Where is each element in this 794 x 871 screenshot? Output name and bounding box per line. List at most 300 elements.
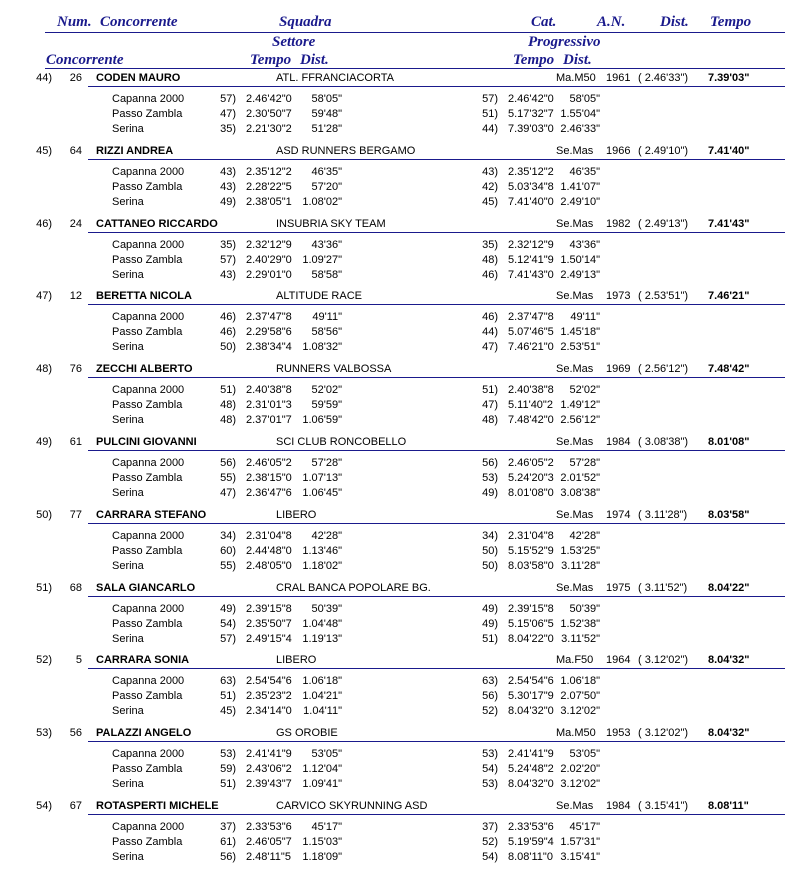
split-progressive-position: 48)	[482, 414, 498, 427]
split-progressive-position: 51)	[482, 384, 498, 397]
entry-gap: ( 3.12'02")	[638, 727, 689, 740]
split-sector-time: 2.39'15"8	[246, 602, 292, 615]
entry-bib-number: 68	[69, 581, 82, 594]
split-sector-time: 2.28'22"5	[246, 180, 292, 193]
split-progressive-gap: 50'39"	[569, 602, 600, 615]
split-progressive-gap: 1.41'07"	[560, 180, 600, 193]
split-progressive-gap: 1.50'14"	[560, 253, 600, 266]
split-label: Passo Zambla	[112, 108, 183, 120]
split-progressive-gap: 3.12'02"	[560, 778, 600, 791]
entry-divider	[88, 814, 785, 815]
split-progressive-gap: 2.53'51"	[560, 341, 600, 354]
entry-time: 7.48'42"	[708, 363, 750, 376]
split-progressive-time: 2.41'41"9	[508, 748, 554, 761]
entry-birth-year: 1984	[606, 800, 631, 812]
split-progressive-gap: 43'36"	[569, 238, 600, 251]
split-sector-gap: 1.12'04"	[302, 763, 342, 776]
result-entry	[0, 70, 794, 143]
split-sector-position: 46)	[220, 326, 236, 339]
split-sector-position: 61)	[220, 836, 236, 848]
split-progressive-time: 5.12'41"9	[508, 253, 554, 266]
split-progressive-time: 2.37'47"8	[508, 311, 554, 324]
entry-time: 7.41'43"	[708, 217, 750, 230]
split-sector-gap: 50'39"	[311, 602, 342, 615]
split-progressive-gap: 2.49'10"	[560, 195, 600, 208]
header-settore-dist: Dist.	[300, 52, 329, 68]
split-progressive-time: 7.46'21"0	[508, 341, 554, 354]
split-sector-time: 2.21'30"2	[246, 123, 292, 135]
split-progressive-position: 52)	[482, 836, 498, 848]
result-entry	[0, 725, 794, 798]
split-progressive-gap: 2.02'20"	[560, 763, 600, 776]
entry-bib-number: 61	[69, 436, 82, 448]
split-label: Serina	[112, 851, 144, 863]
header-progressivo-tempo: Tempo	[513, 52, 555, 68]
split-progressive-gap: 2.07'50"	[560, 690, 600, 703]
split-sector-position: 35)	[220, 238, 236, 251]
split-progressive-position: 51)	[482, 108, 498, 120]
split-progressive-time: 7.48'42"0	[508, 414, 554, 427]
entry-birth-year: 1953	[606, 727, 631, 740]
split-progressive-time: 5.03'34"8	[508, 180, 554, 193]
entry-name: PULCINI GIOVANNI	[96, 436, 197, 448]
split-sector-time: 2.30'50"7	[246, 108, 292, 120]
entry-category: Ma.M50	[556, 727, 596, 740]
split-progressive-position: 50)	[482, 559, 498, 572]
entry-category: Se.Mas	[556, 581, 594, 594]
split-sector-time: 2.31'04"8	[246, 529, 292, 542]
entry-birth-year: 1966	[606, 144, 631, 157]
split-progressive-time: 8.04'32"0	[508, 778, 554, 791]
split-sector-position: 56)	[220, 457, 236, 469]
split-progressive-time: 8.04'32"0	[508, 705, 554, 718]
split-progressive-time: 5.11'40"2	[508, 399, 553, 412]
split-sector-position: 51)	[220, 384, 236, 397]
split-progressive-time: 8.01'08"0	[508, 487, 554, 499]
entry-gap: ( 3.15'41")	[638, 800, 689, 812]
entry-position: 54)	[36, 800, 52, 812]
split-label: Passo Zambla	[112, 763, 183, 776]
entry-gap: ( 2.49'13")	[638, 217, 689, 230]
split-sector-time: 2.38'34"4	[246, 341, 292, 354]
split-progressive-position: 56)	[482, 690, 498, 703]
split-sector-gap: 58'58"	[311, 268, 342, 281]
entry-team: CRAL BANCA POPOLARE BG.	[276, 581, 431, 594]
entry-bib-number: 12	[69, 290, 82, 303]
split-sector-position: 43)	[220, 180, 236, 193]
split-sector-gap: 45'17"	[311, 821, 342, 833]
split-sector-gap: 1.13'46"	[302, 544, 342, 557]
split-progressive-time: 7.41'40"0	[508, 195, 554, 208]
entry-bib-number: 24	[69, 217, 82, 230]
entry-name: SALA GIANCARLO	[96, 581, 196, 594]
entry-birth-year: 1969	[606, 363, 631, 376]
entry-time: 8.04'22"	[708, 581, 750, 594]
split-label: Passo Zambla	[112, 690, 183, 703]
split-sector-time: 2.33'53"6	[246, 821, 292, 833]
split-progressive-time: 5.30'17"9	[508, 690, 554, 703]
header-concorrente-sub: Concorrente	[46, 52, 124, 68]
split-progressive-position: 54)	[482, 851, 498, 863]
split-label: Passo Zambla	[112, 180, 183, 193]
split-progressive-time: 5.15'52"9	[508, 544, 554, 557]
split-progressive-gap: 42'28"	[569, 529, 600, 542]
entry-team: LIBERO	[276, 508, 317, 521]
split-progressive-gap: 49'11"	[570, 311, 600, 324]
split-sector-gap: 49'11"	[312, 311, 342, 324]
entry-divider	[88, 159, 785, 160]
header-num: Num.	[57, 14, 92, 30]
entry-category: Ma.F50	[556, 654, 594, 667]
split-sector-time: 2.29'01"0	[246, 268, 292, 281]
split-progressive-time: 8.08'11"0	[508, 851, 553, 863]
split-label: Serina	[112, 341, 144, 354]
entry-position: 48)	[36, 363, 52, 376]
split-progressive-position: 46)	[482, 268, 498, 281]
split-sector-gap: 1.04'11"	[303, 705, 342, 718]
header-settore-tempo: Tempo	[250, 52, 292, 68]
split-progressive-position: 44)	[482, 326, 498, 339]
split-progressive-gap: 3.11'52"	[561, 632, 600, 645]
split-sector-time: 2.46'05"2	[246, 457, 292, 469]
split-progressive-gap: 1.06'18"	[560, 675, 600, 688]
split-progressive-gap: 3.15'41"	[560, 851, 600, 863]
entry-birth-year: 1974	[606, 508, 631, 521]
split-sector-gap: 58'05"	[311, 93, 342, 105]
split-sector-position: 57)	[220, 632, 236, 645]
split-label: Serina	[112, 705, 144, 718]
split-progressive-position: 37)	[482, 821, 498, 833]
split-sector-gap: 58'56"	[311, 326, 342, 339]
split-progressive-position: 44)	[482, 123, 498, 135]
split-progressive-gap: 3.11'28"	[561, 559, 600, 572]
entry-birth-year: 1973	[606, 290, 631, 303]
split-progressive-gap: 2.46'33"	[560, 123, 600, 135]
entry-category: Se.Mas	[556, 217, 594, 230]
split-progressive-time: 2.39'15"8	[508, 602, 554, 615]
split-sector-gap: 52'02"	[311, 384, 342, 397]
split-sector-position: 55)	[220, 559, 236, 572]
split-sector-time: 2.46'05"7	[246, 836, 292, 848]
split-label: Serina	[112, 559, 144, 572]
split-progressive-gap: 2.01'52"	[560, 472, 600, 484]
split-sector-time: 2.32'12"9	[246, 238, 292, 251]
split-progressive-time: 2.54'54"6	[508, 675, 554, 688]
result-entry	[0, 798, 794, 871]
split-progressive-position: 51)	[482, 632, 498, 645]
split-sector-position: 54)	[220, 617, 236, 630]
entry-position: 45)	[36, 144, 52, 157]
split-progressive-position: 52)	[482, 705, 498, 718]
split-progressive-position: 42)	[482, 180, 498, 193]
entry-team: GS OROBIE	[276, 727, 338, 740]
split-progressive-position: 53)	[482, 472, 498, 484]
entry-birth-year: 1984	[606, 436, 631, 448]
split-sector-position: 55)	[220, 472, 236, 484]
entry-gap: ( 3.11'52")	[638, 581, 688, 594]
split-progressive-position: 35)	[482, 238, 498, 251]
entry-bib-number: 77	[69, 508, 82, 521]
entry-position: 44)	[36, 72, 52, 84]
entry-team: CARVICO SKYRUNNING ASD	[276, 800, 428, 812]
entry-gap: ( 3.11'28")	[638, 508, 688, 521]
entry-gap: ( 2.49'10")	[638, 144, 689, 157]
split-progressive-position: 48)	[482, 253, 498, 266]
split-progressive-gap: 1.57'31"	[560, 836, 600, 848]
entry-divider	[88, 232, 785, 233]
header-progressivo: Progressivo	[528, 34, 601, 50]
split-label: Capanna 2000	[112, 311, 185, 324]
entry-position: 47)	[36, 290, 52, 303]
result-entry	[0, 580, 794, 653]
header-squadra: Squadra	[279, 14, 332, 30]
split-sector-time: 2.39'43"7	[246, 778, 292, 791]
split-progressive-time: 5.15'06"5	[508, 617, 554, 630]
entry-category: Se.Mas	[556, 800, 594, 812]
split-label: Passo Zambla	[112, 544, 183, 557]
entry-birth-year: 1982	[606, 217, 631, 230]
split-label: Capanna 2000	[112, 748, 185, 761]
entry-divider	[88, 596, 785, 597]
split-sector-gap: 1.08'02"	[302, 195, 342, 208]
split-progressive-time: 8.03'58"0	[508, 559, 554, 572]
entry-name: ROTASPERTI MICHELE	[96, 800, 219, 812]
entry-position: 53)	[36, 727, 52, 740]
split-progressive-position: 47)	[482, 399, 498, 412]
split-progressive-time: 7.41'43"0	[508, 268, 554, 281]
split-sector-gap: 1.06'45"	[302, 487, 342, 499]
split-sector-time: 2.34'14"0	[246, 705, 292, 718]
result-entry	[0, 143, 794, 216]
split-label: Serina	[112, 487, 144, 499]
split-progressive-gap: 1.45'18"	[560, 326, 600, 339]
entry-team: RUNNERS VALBOSSA	[276, 363, 392, 376]
split-progressive-gap: 3.12'02"	[560, 705, 600, 718]
entry-name: RIZZI ANDREA	[96, 144, 174, 157]
split-progressive-gap: 45'17"	[569, 821, 600, 833]
entry-category: Se.Mas	[556, 436, 594, 448]
split-sector-time: 2.38'15"0	[246, 472, 292, 484]
header-cat: Cat.	[531, 14, 557, 30]
split-sector-position: 35)	[220, 123, 236, 135]
split-label: Serina	[112, 414, 144, 427]
split-progressive-time: 5.07'46"5	[508, 326, 554, 339]
split-sector-position: 51)	[220, 690, 236, 703]
header-rule-top	[45, 32, 785, 33]
entry-bib-number: 5	[75, 654, 82, 667]
split-progressive-position: 57)	[482, 93, 498, 105]
entry-team: SCI CLUB RONCOBELLO	[276, 436, 407, 448]
split-sector-position: 49)	[220, 602, 236, 615]
split-progressive-position: 50)	[482, 544, 498, 557]
entry-birth-year: 1961	[606, 72, 631, 84]
split-sector-time: 2.40'38"8	[246, 384, 292, 397]
entry-divider	[88, 304, 785, 305]
split-progressive-position: 53)	[482, 748, 498, 761]
split-sector-gap: 1.08'32"	[302, 341, 342, 354]
entry-category: Se.Mas	[556, 508, 594, 521]
split-sector-position: 50)	[220, 341, 236, 354]
split-progressive-time: 5.24'20"3	[508, 472, 554, 484]
split-sector-gap: 59'59"	[311, 399, 342, 412]
entry-time: 8.04'32"	[708, 654, 750, 667]
split-sector-position: 49)	[220, 195, 236, 208]
split-label: Passo Zambla	[112, 836, 183, 848]
split-sector-position: 46)	[220, 311, 236, 324]
split-sector-position: 43)	[220, 268, 236, 281]
split-label: Capanna 2000	[112, 821, 185, 833]
split-progressive-position: 49)	[482, 487, 498, 499]
split-label: Capanna 2000	[112, 675, 185, 688]
split-sector-gap: 59'48"	[311, 108, 342, 120]
split-sector-position: 37)	[220, 821, 236, 833]
entry-category: Se.Mas	[556, 363, 594, 376]
split-progressive-time: 2.35'12"2	[508, 165, 554, 178]
split-sector-gap: 51'28"	[311, 123, 342, 135]
split-sector-time: 2.48'05"0	[246, 559, 292, 572]
entry-bib-number: 64	[69, 144, 82, 157]
split-sector-position: 57)	[220, 93, 236, 105]
split-sector-position: 45)	[220, 705, 236, 718]
split-sector-time: 2.54'54"6	[246, 675, 292, 688]
entry-time: 8.04'32"	[708, 727, 750, 740]
split-progressive-time: 2.46'05"2	[508, 457, 554, 469]
split-sector-time: 2.37'01"7	[246, 414, 292, 427]
split-progressive-position: 49)	[482, 617, 498, 630]
split-progressive-time: 2.40'38"8	[508, 384, 554, 397]
split-sector-gap: 1.09'41"	[302, 778, 342, 791]
entry-divider	[88, 377, 785, 378]
header-settore: Settore	[272, 34, 316, 50]
split-sector-position: 63)	[220, 675, 236, 688]
split-sector-position: 34)	[220, 529, 236, 542]
entry-position: 49)	[36, 436, 52, 448]
split-sector-position: 48)	[220, 414, 236, 427]
header-tempo: Tempo	[710, 14, 752, 30]
entry-team: INSUBRIA SKY TEAM	[276, 217, 386, 230]
split-sector-gap: 53'05"	[311, 748, 342, 761]
split-progressive-gap: 2.56'12"	[560, 414, 600, 427]
split-label: Serina	[112, 195, 144, 208]
entry-name: CARRARA STEFANO	[96, 508, 207, 521]
split-sector-time: 2.35'23"2	[246, 690, 292, 703]
entry-position: 51)	[36, 581, 52, 594]
entry-gap: ( 2.53'51")	[638, 290, 689, 303]
split-progressive-position: 43)	[482, 165, 498, 178]
split-progressive-gap: 1.52'38"	[560, 617, 600, 630]
entry-gap: ( 3.08'38")	[638, 436, 689, 448]
split-sector-time: 2.41'41"9	[246, 748, 292, 761]
split-sector-position: 56)	[220, 851, 236, 863]
split-progressive-position: 53)	[482, 778, 498, 791]
entry-position: 46)	[36, 217, 52, 230]
split-sector-time: 2.49'15"4	[246, 632, 292, 645]
split-progressive-time: 7.39'03"0	[508, 123, 554, 135]
entry-time: 7.46'21"	[708, 290, 750, 303]
split-progressive-position: 56)	[482, 457, 498, 469]
result-entry	[0, 507, 794, 580]
entry-birth-year: 1964	[606, 654, 631, 667]
entry-name: BERETTA NICOLA	[96, 290, 192, 303]
result-entry	[0, 652, 794, 725]
entry-team: ASD RUNNERS BERGAMO	[276, 144, 416, 157]
split-sector-position: 59)	[220, 763, 236, 776]
entry-name: CARRARA SONIA	[96, 654, 190, 667]
entry-category: Ma.M50	[556, 72, 596, 84]
split-progressive-gap: 3.08'38"	[560, 487, 600, 499]
split-sector-time: 2.46'42"0	[246, 93, 292, 105]
entry-birth-year: 1975	[606, 581, 631, 594]
split-sector-gap: 1.04'21"	[302, 690, 342, 703]
split-label: Passo Zambla	[112, 617, 183, 630]
split-sector-time: 2.35'12"2	[246, 165, 292, 178]
split-progressive-position: 49)	[482, 602, 498, 615]
split-sector-position: 47)	[220, 487, 236, 499]
result-entry	[0, 434, 794, 507]
result-entry	[0, 216, 794, 289]
split-sector-position: 51)	[220, 778, 236, 791]
split-sector-gap: 57'28"	[311, 457, 342, 469]
split-label: Capanna 2000	[112, 529, 185, 542]
split-label: Capanna 2000	[112, 93, 185, 105]
entry-gap: ( 2.56'12")	[638, 363, 689, 376]
split-sector-gap: 1.06'18"	[302, 675, 342, 688]
entry-time: 8.03'58"	[708, 508, 750, 521]
header-dist: Dist.	[660, 14, 689, 30]
split-label: Capanna 2000	[112, 602, 185, 615]
split-progressive-position: 47)	[482, 341, 498, 354]
split-label: Passo Zambla	[112, 326, 183, 339]
entry-time: 8.08'11"	[708, 800, 749, 812]
split-progressive-gap: 1.49'12"	[560, 399, 600, 412]
header-progressivo-dist: Dist.	[563, 52, 592, 68]
entry-bib-number: 76	[69, 363, 82, 376]
split-progressive-time: 2.33'53"6	[508, 821, 554, 833]
entry-divider	[88, 523, 785, 524]
header-concorrente: Concorrente	[100, 14, 178, 30]
split-sector-position: 48)	[220, 399, 236, 412]
split-sector-time: 2.40'29"0	[246, 253, 292, 266]
split-progressive-time: 5.19'59"4	[508, 836, 554, 848]
entry-time: 7.39'03"	[708, 72, 750, 84]
split-sector-gap: 1.06'59"	[302, 414, 342, 427]
entry-team: LIBERO	[276, 654, 317, 667]
split-sector-gap: 1.15'03"	[302, 836, 342, 848]
split-sector-gap: 1.04'48"	[302, 617, 342, 630]
split-sector-gap: 42'28"	[311, 529, 342, 542]
split-sector-time: 2.36'47"6	[246, 487, 292, 499]
header-rule-bottom	[45, 68, 785, 69]
entry-divider	[88, 450, 785, 451]
result-entry	[0, 361, 794, 434]
split-sector-time: 2.48'11"5	[246, 851, 291, 863]
split-progressive-gap: 58'05"	[569, 93, 600, 105]
split-label: Capanna 2000	[112, 165, 185, 178]
split-sector-position: 57)	[220, 253, 236, 266]
split-label: Serina	[112, 632, 144, 645]
entry-team: ALTITUDE RACE	[276, 290, 362, 303]
split-sector-gap: 46'35"	[311, 165, 342, 178]
split-sector-position: 60)	[220, 544, 236, 557]
entry-bib-number: 56	[69, 727, 82, 740]
entry-bib-number: 67	[69, 800, 82, 812]
entry-name: CATTANEO RICCARDO	[96, 217, 218, 230]
split-sector-time: 2.37'47"8	[246, 311, 292, 324]
entry-position: 52)	[36, 654, 52, 667]
entry-name: PALAZZI ANGELO	[96, 727, 192, 740]
split-label: Capanna 2000	[112, 384, 185, 397]
split-sector-time: 2.38'05"1	[246, 195, 292, 208]
